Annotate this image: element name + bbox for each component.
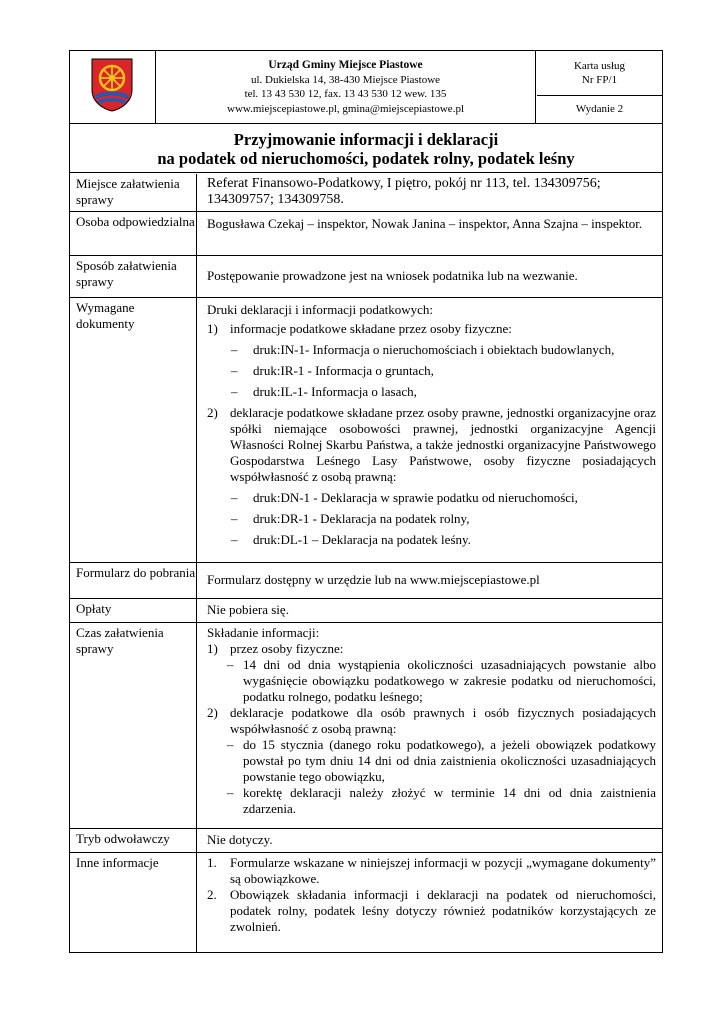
office-address: ul. Dukielska 14, 38-430 Miejsce Piastowe	[250, 73, 441, 86]
list-item: 2. Obowiązek składania informacji i deklaracji na podatek od nieruchomości, podatek rolny, podatek leśny dotyczy również podatników korzystających ze zwolnień.	[207, 887, 656, 934]
row-label: Tryb odwoławczy	[70, 829, 197, 852]
list-item: 2) deklaracje podatkowe składane przez osoby prawne, jednostki organizacyjne oraz spółki niemające osobowości prawnej, jednostki organizacyjne Agencji Własności Rolnej Skarbu Państwa, a także jednostki organizacyjne Państwowego Gospodarstwa Leśnego Lasy Państwowe, osoby fizyczne posiadających współwłasność z osobą prawną:	[207, 405, 656, 484]
list-item: – druk:DL-1 – Deklaracja na podatek leśny.	[231, 532, 471, 547]
header	[70, 51, 662, 124]
list-item: 1) informacje podatkowe składane przez osoby fizyczne:	[207, 321, 512, 336]
row-inne	[70, 853, 662, 952]
row-miejsce	[70, 174, 662, 212]
list-item: – druk:DR-1 - Deklaracja na podatek rolny,	[231, 511, 470, 526]
row-oplaty	[70, 599, 662, 623]
logo-cell	[70, 51, 156, 123]
list-item: – druk:IL-1- Informacja o lasach,	[231, 384, 417, 399]
row-label: Osoba odpowiedzialna	[70, 212, 197, 255]
list-item: – druk:IN-1- Informacja o nieruchomościach i obiektach budowlanych,	[231, 342, 615, 357]
list-item: 1. Formularze wskazane w niniejszej informacji w pozycji „wymagane dokumenty” są obowiązkowe.	[207, 855, 656, 886]
list-item: – korektę deklaracji należy złożyć w terminie 14 dni od dnia zaistnienia zdarzenia.	[227, 785, 656, 816]
row-wymagane	[70, 298, 662, 563]
office-name: Urząd Gminy Miejsce Piastowe	[268, 59, 423, 71]
row-osoba	[70, 212, 662, 256]
list-item: – druk:IR-1 - Informacja o gruntach,	[231, 363, 434, 378]
row-sposob	[70, 256, 662, 298]
service-card	[69, 50, 663, 953]
row-content	[198, 623, 662, 817]
row-label: Sposób załatwienia sprawy	[70, 256, 197, 297]
row-content	[198, 298, 662, 548]
row-label: Formularz do pobrania	[70, 563, 197, 598]
office-info	[156, 51, 536, 123]
card-info	[537, 51, 662, 123]
czas-intro: Składanie informacji:	[207, 625, 320, 640]
list-item: 1) przez osoby fizyczne:	[207, 641, 344, 656]
row-label: Opłaty	[70, 599, 197, 622]
row-czas	[70, 623, 662, 829]
row-content	[198, 853, 662, 935]
row-label: Miejsce załatwienia sprawy	[70, 174, 197, 211]
row-content: Referat Finansowo-Podatkowy, I piętro, pokój nr 113, tel. 134309756; 134309757; 134309758.	[207, 176, 601, 207]
row-content: Formularz dostępny w urzędzie lub na www.miejscepiastowe.pl	[207, 572, 540, 587]
card-number: Nr FP/1	[581, 74, 618, 86]
row-formularz	[70, 563, 662, 599]
edition: Wydanie 2	[575, 103, 624, 115]
list-item: – druk:DN-1 - Deklaracja w sprawie podatku od nieruchomości,	[231, 490, 578, 505]
title-line-2: na podatek od nieruchomości, podatek rolny, podatek leśny	[157, 149, 575, 168]
card-number-block	[537, 51, 662, 96]
row-label: Wymagane dokumenty	[70, 298, 197, 562]
row-content: Nie dotyczy.	[207, 832, 273, 847]
documents-intro: Druki deklaracji i informacji podatkowych:	[207, 302, 433, 317]
office-phone: tel. 13 43 530 12, fax. 13 43 530 12 wew. 135	[244, 88, 447, 100]
row-content: Postępowanie prowadzone jest na wniosek podatnika lub na wezwanie.	[207, 268, 578, 283]
card-label: Karta usług	[573, 60, 625, 72]
list-item: 2) deklaracje podatkowe dla osób prawnych i osób fizycznych posiadających współwłasność z osobą prawną:	[207, 705, 656, 736]
title-line-1: Przyjmowanie informacji i deklaracji	[233, 130, 499, 149]
page-title	[70, 124, 662, 173]
row-content: Bogusława Czekaj – inspektor, Nowak Janina – inspektor, Anna Szajna – inspektor.	[207, 216, 643, 231]
list-item: – 14 dni od dnia wystąpienia okoliczności uzasadniających powstanie albo wygaśnięcie obowiązku podatkowego w zakresie podatku od nieruchomości, podatku rolnego, podatku leśnego;	[227, 657, 656, 704]
coat-of-arms-wheel-icon	[91, 58, 133, 112]
row-content: Nie pobiera się.	[207, 602, 289, 617]
list-item: – do 15 stycznia (danego roku podatkowego), a jeżeli obowiązek podatkowy powstał po tym dniu 14 dni od dnia zaistnienia okoliczności uzasadniających powstanie tego obowiązku,	[227, 737, 656, 784]
office-web: www.miejscepiastowe.pl, gmina@miejscepiastowe.pl	[227, 102, 464, 115]
row-label: Czas załatwienia sprawy	[70, 623, 197, 828]
row-label: Inne informacje	[70, 853, 197, 952]
row-tryb	[70, 829, 662, 853]
